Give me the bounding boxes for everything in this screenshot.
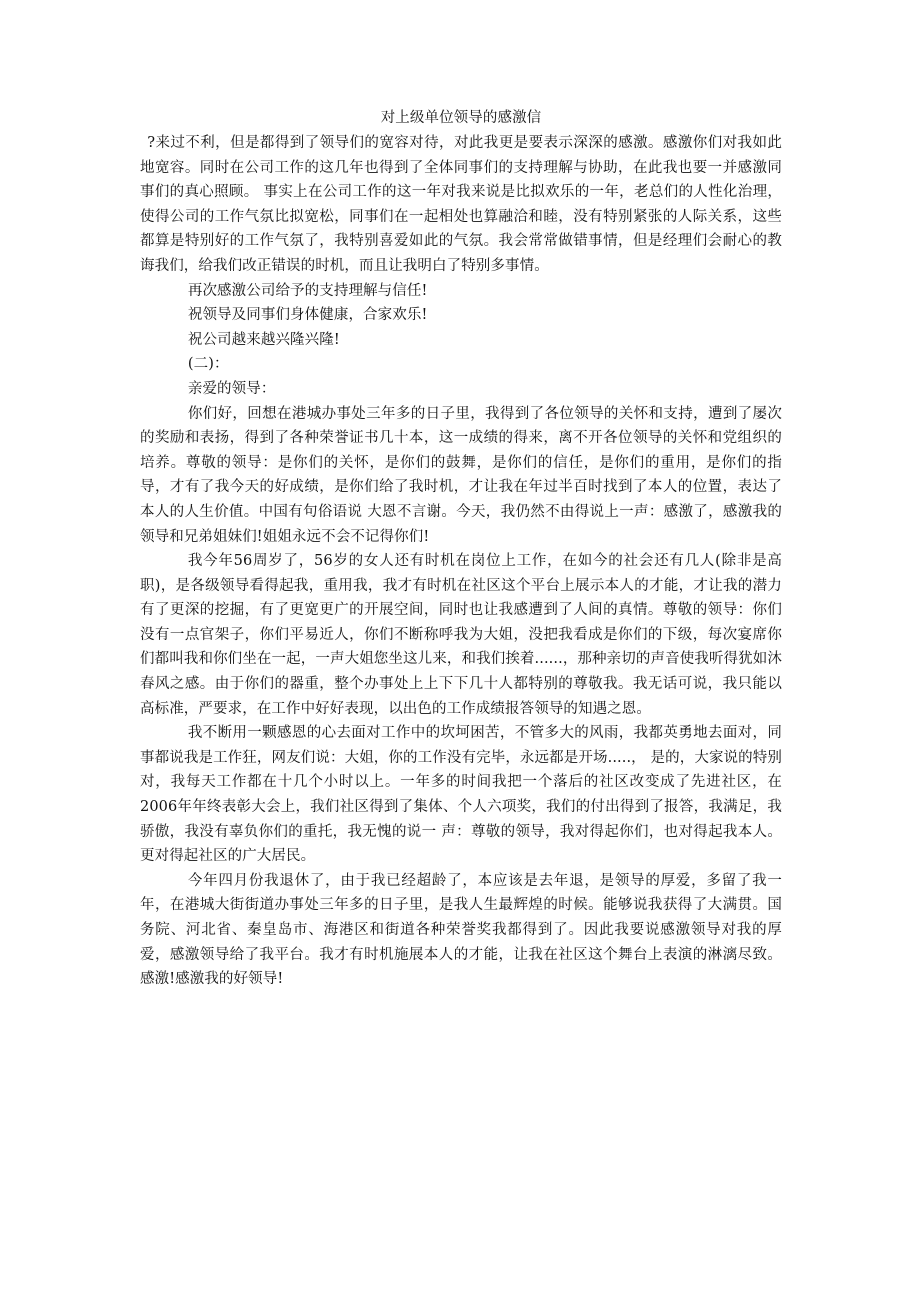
paragraph-1: ?来过不利，但是都得到了领导们的宽容对待，对此我更是要表示深深的感激。感激你们对我如此地宽容。同时在公司工作的这几年也得到了全体同事们的支持理解与协助，在此我也要一并感激同事们的真心照顾。 事实上在公司工作的这一年对我来说是比拟欢乐的一年，老总们的人性化治理，使得公司的工作气氛比拟宽松，同事们在一起相处也算融洽和睦，没有特别紧张的人际关系，这些都算是特别好的工作气氛了，我特别喜爱如此的气氛。我会常常做错事情，但是经理们会耐心的教诲我们，给我们改正错误的时机，而且让我明白了特别多事情。 [140, 135, 782, 274]
paragraph-4: 祝公司越来越兴隆兴隆! [187, 331, 340, 348]
paragraph-8: 我今年56周岁了，56岁的女人还有时机在岗位上工作，在如今的社会还有几人(除非是高职)，是各级领导看得起我，重用我，我才有时机在社区这个平台上展示本人的才能，才让我的潜力有了更深的挖掘，有了更宽更广的开展空间，同时也让我感遭到了人间的真情。尊敬的领导：你们没有一点官架子，你们平易近人，你们不断称呼我为大姐，没把我看成是你们的下级，每次宴席你们都叫我和你们坐在一起，一声大姐您坐这儿来，和我们挨着......，那种亲切的声音使我听得犹如沐春风之感。由于你们的器重，整个办事处上上下下几十人都特别的尊敬我。我无话可说，我只能以高标准，严要求，在工作中好好表现，以出色的工作成绩报答领导的知遇之恩。 [140, 553, 782, 717]
paragraph-7: 你们好，回想在港城办事处三年多的日子里，我得到了各位领导的关怀和支持，遭到了屡次的奖励和表扬，得到了各种荣誉证书几十本，这一成绩的得来，离不开各位领导的关怀和党组织的培养。尊敬的领导：是你们的关怀，是你们的鼓舞，是你们的信任，是你们的重用，是你们的指导，才有了我今天的好成绩，是你们给了我时机，才让我在年过半百时找到了本人的位置，表达了本人的人生价值。中国有句俗语说 大恩不言谢。今天，我仍然不由得说上一声：感激了，感激我的领导和兄弟姐妹们!姐姐永远不会不记得你们! [140, 405, 782, 545]
paragraph-10: 今年四月份我退休了，由于我已经超龄了，本应该是去年退，是领导的厚爱，多留了我一年，在港城大街街道办事处三年多的日子里，是我人生最辉煌的时候。能够说我获得了大满贯。国务院、河北省、秦皇岛市、海港区和街道各种荣誉奖我都得到了。因此我要说感激领导对我的厚爱，感激领导给了我平台。我才有时机施展本人的才能，让我在社区这个舞台上表演的淋漓尽致。感激!感激我的好领导! [140, 872, 782, 988]
paragraph-9: 我不断用一颗感恩的心去面对工作中的坎坷困苦，不管多大的风雨，我都英勇地去面对，同事都说我是工作狂，网友们说：大姐，你的工作没有完毕，永远都是开场.....， 是的，大家说的特别对，我每天工作都在十几个小时以上。一年多的时间我把一个落后的社区改变成了先进社区，在2006年年终表彰大会上，我们社区得到了集体、个人六项奖，我们的付出得到了报答，我满足，我骄傲，我没有辜负你们的重托，我无愧的说一 声：尊敬的领导，我对得起你们，也对得起我本人。更对得起社区的广大居民。 [140, 725, 782, 865]
paragraph-2: 再次感激公司给予的支持理解与信任! [187, 282, 428, 299]
document-title: 对上级单位领导的感激信 [380, 110, 542, 126]
salutation: 亲爱的领导： [187, 380, 276, 397]
paragraph-3: 祝领导及同事们身体健康，合家欢乐! [187, 307, 428, 324]
section-marker: (二)： [187, 356, 229, 373]
document-body [140, 106, 782, 992]
